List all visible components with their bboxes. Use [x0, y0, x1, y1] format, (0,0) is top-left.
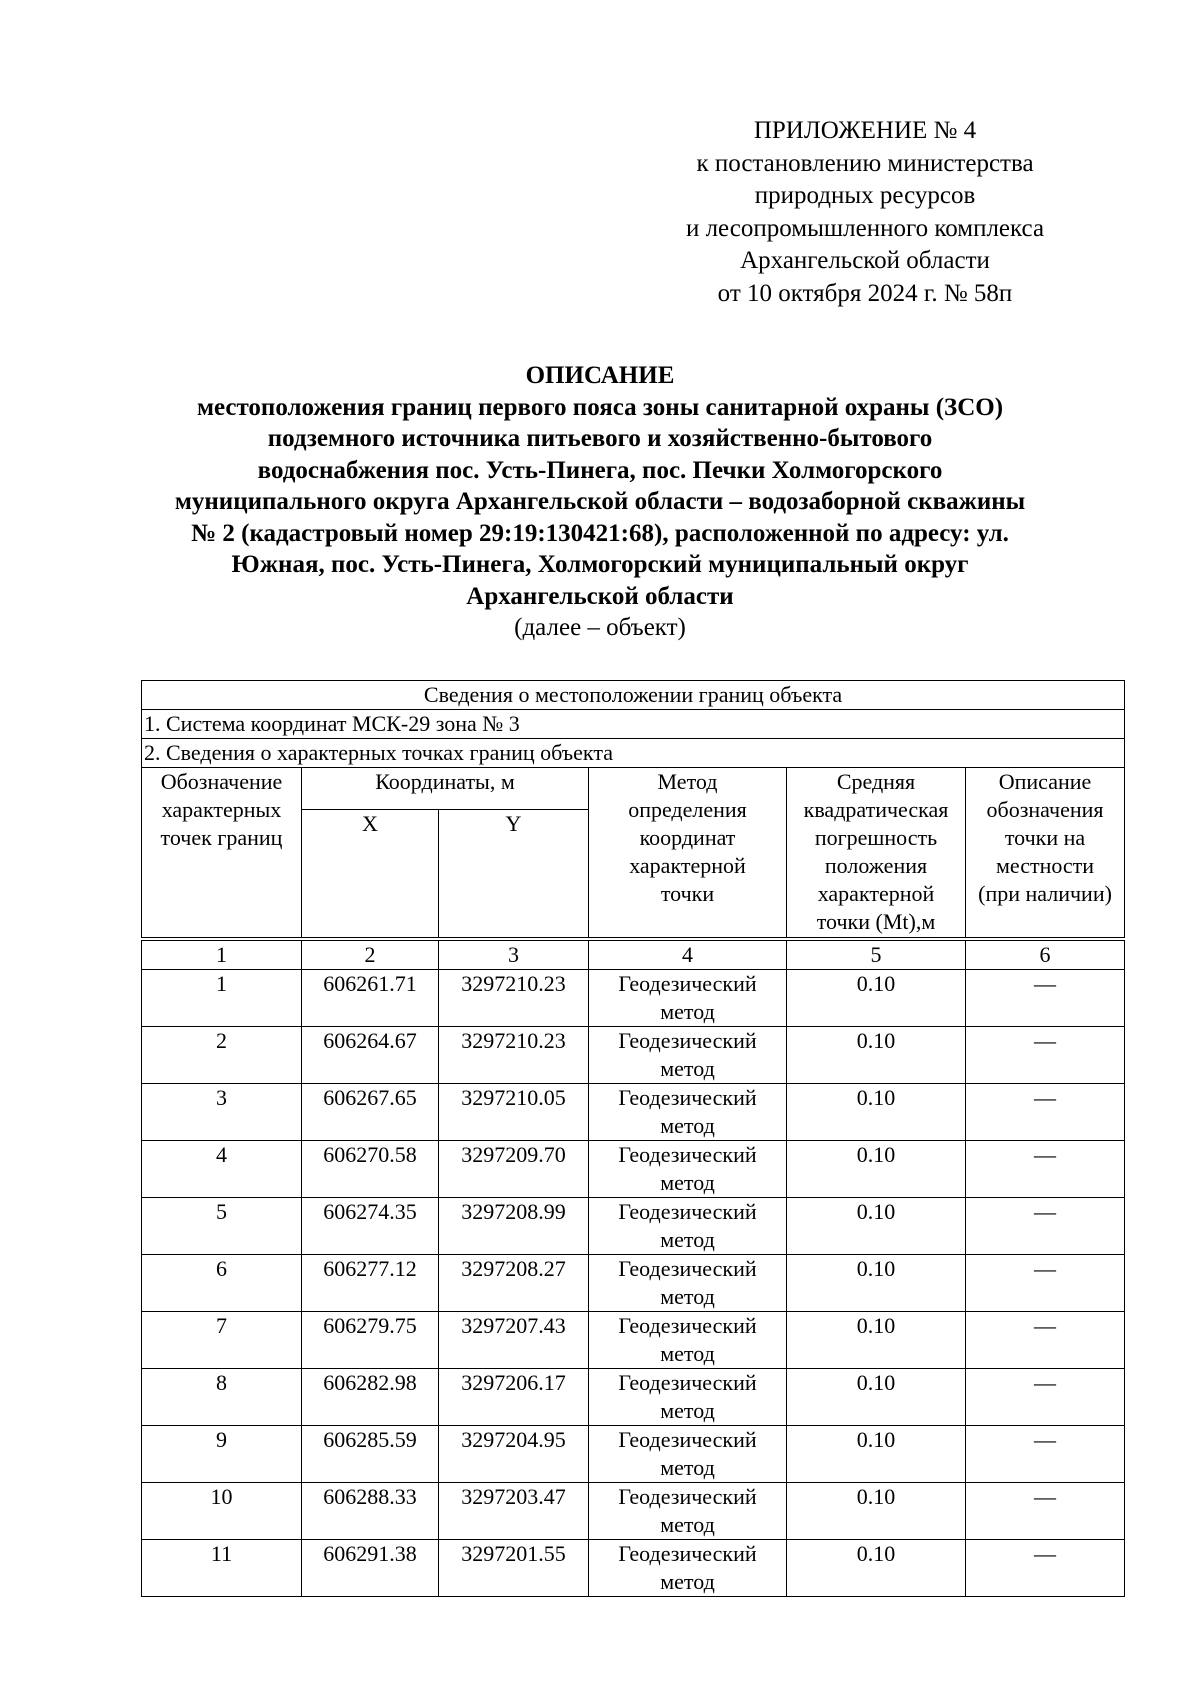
- point-number: 5: [142, 1198, 302, 1255]
- title-tail: (далее – объект): [514, 614, 686, 641]
- title-line: местоположения границ первого пояса зоны санитарной охраны (ЗСО): [196, 393, 1004, 421]
- title-heading: ОПИСАНИЕ: [525, 362, 675, 389]
- points-body: [142, 941, 1125, 1597]
- table-row: [142, 1426, 1125, 1483]
- point-number: 8: [142, 1369, 302, 1426]
- mean-error: 0.10: [787, 970, 966, 1027]
- point-number: 11: [142, 1540, 302, 1597]
- table-row: [142, 1312, 1125, 1369]
- coord-y: 3297206.17: [439, 1369, 589, 1426]
- mean-error: 0.10: [787, 1141, 966, 1198]
- mean-error: 0.10: [787, 1483, 966, 1540]
- column-number: 2: [302, 941, 439, 970]
- method: Геодезический метод: [589, 1027, 787, 1084]
- title-line: № 2 (кадастровый номер 29:19:130421:68), расположенной по адресу: ул.: [191, 519, 1009, 547]
- header-mean-error: Средняя квадратическая погрешность положения характерной точки (Mt),м: [787, 768, 966, 938]
- table-row: [142, 1141, 1125, 1198]
- point-number: 10: [142, 1483, 302, 1540]
- coord-y: 3297210.23: [439, 1027, 589, 1084]
- header-coordinates: Координаты, м: [302, 768, 589, 810]
- point-description: —: [966, 1483, 1125, 1540]
- points-section-row: 2. Сведения о характерных точках границ объекта: [142, 739, 1125, 768]
- appendix-line: Архангельской области: [740, 247, 990, 274]
- method: Геодезический метод: [589, 1141, 787, 1198]
- appendix-line: к постановлению министерства: [696, 149, 1034, 177]
- method: Геодезический метод: [589, 1540, 787, 1597]
- appendix-header: [600, 115, 1130, 310]
- coord-x: 606282.98: [302, 1369, 439, 1426]
- mean-error: 0.10: [787, 1198, 966, 1255]
- mean-error: 0.10: [787, 1312, 966, 1369]
- point-number: 2: [142, 1027, 302, 1084]
- mean-error: 0.10: [787, 1084, 966, 1141]
- coord-x: 606291.38: [302, 1540, 439, 1597]
- point-description: —: [966, 970, 1125, 1027]
- coord-y: 3297210.23: [439, 970, 589, 1027]
- header-method: Метод определения координат характерной точки: [589, 768, 787, 938]
- title-line: муниципального округа Архангельской области – водозаборной скважины: [174, 488, 1026, 515]
- title-line: Архангельской области: [466, 582, 734, 610]
- table-row: [142, 1027, 1125, 1084]
- document-title: [100, 360, 1100, 644]
- point-number: 9: [142, 1426, 302, 1483]
- table-row: [142, 970, 1125, 1027]
- column-number: 5: [787, 941, 966, 970]
- title-line: Южная, пос. Усть-Пинега, Холмогорский муниципальный округ: [231, 551, 969, 578]
- point-number: 4: [142, 1141, 302, 1198]
- coord-y: 3297208.27: [439, 1255, 589, 1312]
- point-description: —: [966, 1084, 1125, 1141]
- method: Геодезический метод: [589, 1198, 787, 1255]
- coord-y: 3297203.47: [439, 1483, 589, 1540]
- header-x: X: [302, 810, 439, 938]
- coord-x: 606270.58: [302, 1141, 439, 1198]
- point-description: —: [966, 1369, 1125, 1426]
- coord-y: 3297209.70: [439, 1141, 589, 1198]
- point-description: —: [966, 1312, 1125, 1369]
- coord-x: 606267.65: [302, 1084, 439, 1141]
- title-line: подземного источника питьевого и хозяйственно-бытового: [267, 425, 933, 452]
- coord-y: 3297210.05: [439, 1084, 589, 1141]
- method: Геодезический метод: [589, 1255, 787, 1312]
- coord-x: 606274.35: [302, 1198, 439, 1255]
- coord-y: 3297208.99: [439, 1198, 589, 1255]
- appendix-line: и лесопромышленного комплекса: [685, 214, 1045, 242]
- point-number: 6: [142, 1255, 302, 1312]
- method: Геодезический метод: [589, 970, 787, 1027]
- header-y: Y: [439, 810, 589, 938]
- coord-x: 606264.67: [302, 1027, 439, 1084]
- point-number: 7: [142, 1312, 302, 1369]
- appendix-line: природных ресурсов: [754, 182, 976, 209]
- coord-y: 3297204.95: [439, 1426, 589, 1483]
- mean-error: 0.10: [787, 1426, 966, 1483]
- header-description: Описание обозначения точки на местности (при наличии): [966, 768, 1125, 938]
- method: Геодезический метод: [589, 1483, 787, 1540]
- title-line: водоснабжения пос. Усть-Пинега, пос. Печки Холмогорского: [257, 456, 943, 484]
- table-row: [142, 1483, 1125, 1540]
- point-description: —: [966, 1027, 1125, 1084]
- point-description: —: [966, 1141, 1125, 1198]
- column-number: 4: [589, 941, 787, 970]
- table-caption: Сведения о местоположении границ объекта: [142, 681, 1125, 710]
- coord-x: 606277.12: [302, 1255, 439, 1312]
- mean-error: 0.10: [787, 1255, 966, 1312]
- column-number: 6: [966, 941, 1125, 970]
- mean-error: 0.10: [787, 1540, 966, 1597]
- table-row: [142, 1540, 1125, 1597]
- coord-x: 606279.75: [302, 1312, 439, 1369]
- method: Геодезический метод: [589, 1084, 787, 1141]
- coord-x: 606285.59: [302, 1426, 439, 1483]
- point-description: —: [966, 1426, 1125, 1483]
- header-point-designation: Обозначение характерных точек границ: [142, 768, 302, 938]
- point-number: 1: [142, 970, 302, 1027]
- column-number: 1: [142, 941, 302, 970]
- boundary-header-table: [141, 680, 1125, 938]
- table-row: [142, 1198, 1125, 1255]
- boundary-points-table: [141, 940, 1125, 1597]
- appendix-line: ПРИЛОЖЕНИЕ № 4: [753, 117, 977, 144]
- method: Геодезический метод: [589, 1369, 787, 1426]
- point-number: 3: [142, 1084, 302, 1141]
- coord-x: 606288.33: [302, 1483, 439, 1540]
- column-number-row: [142, 941, 1125, 970]
- coord-y: 3297207.43: [439, 1312, 589, 1369]
- coordinate-system-row: 1. Система координат МСК-29 зона № 3: [142, 710, 1125, 739]
- method: Геодезический метод: [589, 1426, 787, 1483]
- point-description: —: [966, 1198, 1125, 1255]
- coord-y: 3297201.55: [439, 1540, 589, 1597]
- coord-x: 606261.71: [302, 970, 439, 1027]
- table-row: [142, 1255, 1125, 1312]
- appendix-line: от 10 октября 2024 г. № 58п: [717, 279, 1013, 307]
- point-description: —: [966, 1255, 1125, 1312]
- table-row: [142, 1369, 1125, 1426]
- column-number: 3: [439, 941, 589, 970]
- mean-error: 0.10: [787, 1369, 966, 1426]
- method: Геодезический метод: [589, 1312, 787, 1369]
- mean-error: 0.10: [787, 1027, 966, 1084]
- point-description: —: [966, 1540, 1125, 1597]
- table-row: [142, 1084, 1125, 1141]
